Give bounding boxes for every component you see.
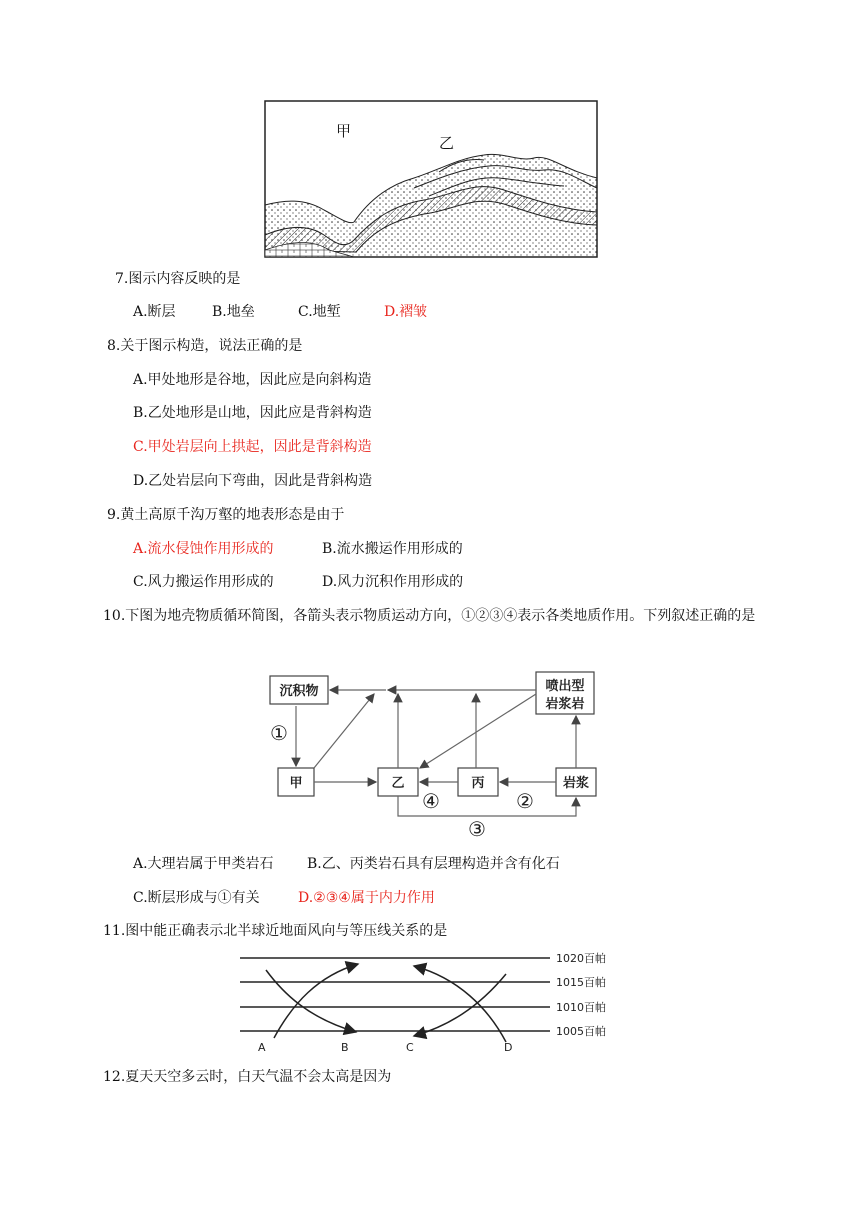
- q9-option-a-answer: A.流水侵蚀作用形成的: [133, 541, 274, 557]
- fold-cross-section-figure: [264, 100, 598, 258]
- fig1-label-jia: 甲: [336, 122, 352, 140]
- letter-d: D: [504, 1041, 513, 1054]
- q10-option-c: C.断层形成与①有关: [133, 890, 260, 906]
- label-extrusive-2: 岩浆岩: [545, 697, 585, 712]
- q10-option-a: A.大理岩属于甲类岩石: [133, 856, 274, 872]
- letter-c: C: [406, 1041, 414, 1054]
- letter-b: B: [341, 1041, 349, 1054]
- q8-option-c-answer: C.甲处岩层向上拱起，因此是背斜构造: [133, 439, 372, 455]
- label-sediment: 沉积物: [279, 684, 319, 699]
- wind-arrow-b: [274, 964, 358, 1038]
- label-extrusive-1: 喷出型: [545, 679, 585, 694]
- mark-2: ②: [516, 789, 534, 813]
- label-yi: 乙: [391, 776, 405, 791]
- q11-stem: 11.图中能正确表示北半球近地面风向与等压线关系的是: [103, 923, 448, 939]
- q8-option-d: D.乙处岩层向下弯曲，因此是背斜构造: [133, 473, 373, 489]
- isobar-label-1020: 1020百帕: [556, 952, 606, 965]
- q8-option-b: B.乙处地形是山地，因此应是背斜构造: [133, 405, 372, 421]
- fig1-label-yi: 乙: [439, 134, 455, 152]
- q9-option-c: C.风力搬运作用形成的: [133, 574, 274, 590]
- q10-option-b: B.乙、丙类岩石具有层理构造并含有化石: [307, 856, 560, 872]
- isobar-label-1010: 1010百帕: [556, 1001, 606, 1014]
- isobar-wind-figure: [238, 948, 618, 1056]
- isobar-label-1005: 1005百帕: [556, 1025, 606, 1038]
- label-jia: 甲: [289, 776, 303, 791]
- q7-option-a: A.断层: [133, 304, 176, 320]
- q7-option-b: B.地垒: [212, 304, 255, 320]
- mark-3: ③: [468, 817, 486, 840]
- wind-arrow-a: [266, 970, 356, 1032]
- q8-stem: 8.关于图示构造，说法正确的是: [107, 338, 303, 354]
- q8-option-a: A.甲处地形是谷地，因此应是向斜构造: [133, 372, 372, 388]
- rock-cycle-diagram: [266, 668, 600, 840]
- letter-a: A: [258, 1041, 266, 1054]
- q9-option-d: D.风力沉积作用形成的: [322, 574, 464, 590]
- q9-option-b: B.流水搬运作用形成的: [322, 541, 463, 557]
- label-bing: 丙: [471, 776, 485, 791]
- mark-1: ①: [270, 721, 288, 745]
- wind-arrow-c: [414, 974, 506, 1036]
- mark-4: ④: [422, 789, 440, 813]
- q10-stem: 10.下图为地壳物质循环简图，各箭头表示物质运动方向，①②③④表示各类地质作用。下列叙述正确的是: [103, 608, 756, 624]
- label-magma: 岩浆: [562, 776, 590, 791]
- q9-stem: 9.黄土高原千沟万壑的地表形态是由于: [107, 507, 345, 523]
- q7-stem: 7.图示内容反映的是: [115, 271, 241, 287]
- q7-option-d-answer: D.褶皱: [384, 304, 428, 320]
- q7-option-c: C.地堑: [298, 304, 341, 320]
- q10-option-d-answer: D.②③④属于内力作用: [298, 890, 435, 906]
- isobar-label-1015: 1015百帕: [556, 976, 606, 989]
- q12-stem: 12.夏天天空多云时，白天气温不会太高是因为: [103, 1069, 392, 1085]
